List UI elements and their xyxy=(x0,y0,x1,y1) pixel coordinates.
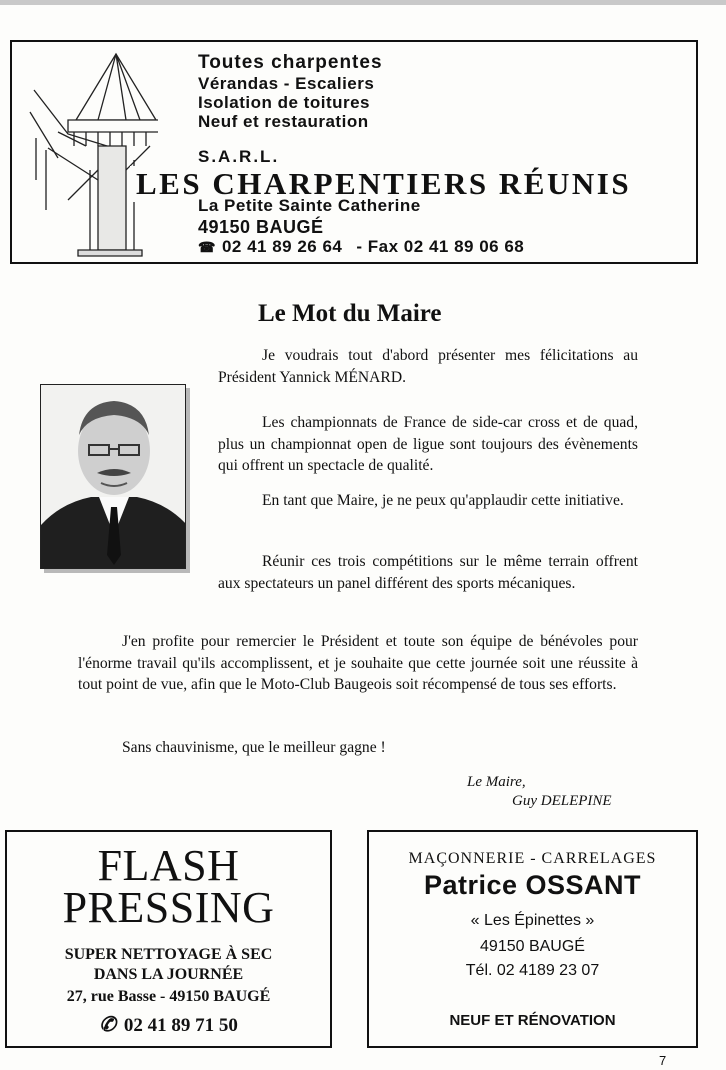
company-address: La Petite Sainte Catherine xyxy=(198,196,421,215)
ossant-tagline: NEUF ET RÉNOVATION xyxy=(449,1012,616,1029)
mayor-portrait xyxy=(40,384,186,569)
company-city: 49150 BAUGÉ xyxy=(198,217,324,237)
phone-handset-icon: ✆ xyxy=(99,1014,116,1036)
flash-pressing-contact xyxy=(7,1012,330,1037)
article-paragraph: Réunir ces trois compétitions sur le même terrain offrent aux spectateurs un panel différent des sports mécaniques. xyxy=(218,553,638,592)
ossant-place: « Les Épinettes » xyxy=(470,912,595,929)
ossant-advertisement xyxy=(367,830,698,1048)
flash-pressing-name: PRESSING xyxy=(62,883,275,932)
ossant-phone: Tél. 02 4189 23 07 xyxy=(465,962,600,979)
telephone-icon: ☎ xyxy=(198,239,216,255)
page-top-rule xyxy=(0,0,726,5)
article-paragraph: En tant que Maire, je ne peux qu'applaudir cette initiative. xyxy=(262,492,624,509)
timber-frame-illustration xyxy=(28,50,158,258)
company-contact xyxy=(198,237,524,257)
ad-service-line: Neuf et restauration xyxy=(198,112,369,131)
article-paragraph: Sans chauvinisme, que le meilleur gagne ! xyxy=(122,739,386,756)
ad-service-line: Toutes charpentes xyxy=(198,52,383,73)
company-fax: - Fax 02 41 89 06 68 xyxy=(356,237,525,256)
company-phone: 02 41 89 26 64 xyxy=(221,237,343,256)
flash-pressing-service: DANS LA JOURNÉE xyxy=(93,966,244,983)
page-number: 7 xyxy=(659,1053,667,1068)
mayor-portrait-drawing xyxy=(41,385,186,569)
flash-pressing-name: FLASH xyxy=(97,841,240,890)
charpentiers-advertisement xyxy=(10,40,698,264)
ossant-name: Patrice OSSANT xyxy=(423,870,642,900)
flash-pressing-address: 27, rue Basse - 49150 BAUGÉ xyxy=(66,988,271,1005)
ossant-trade: MAÇONNERIE - CARRELAGES xyxy=(408,850,657,867)
company-name: LES CHARPENTIERS RÉUNIS xyxy=(130,166,696,202)
flash-pressing-phone: 02 41 89 71 50 xyxy=(123,1015,238,1036)
ad-service-line: Isolation de toitures xyxy=(198,93,371,112)
signature-name: Guy DELEPINE xyxy=(512,793,612,809)
ossant-city: 49150 BAUGÉ xyxy=(480,938,585,955)
article-title: Le Mot du Maire xyxy=(258,300,442,327)
flash-pressing-advertisement xyxy=(5,830,332,1048)
ad-service-line: Vérandas - Escaliers xyxy=(198,74,375,93)
article-paragraph: J'en profite pour remercier le Président et toute son équipe de bénévoles pour l'énorme travail qu'ils accomplissent, et je souhaite que cette journée soit une réussite à tout point de vue, afin que le Moto-Club Baugeois soit récompensé de tous ses efforts. xyxy=(78,633,638,694)
legal-form: S.A.R.L. xyxy=(198,147,280,166)
flash-pressing-service: SUPER NETTOYAGE À SEC xyxy=(64,946,273,963)
signature-role: Le Maire, xyxy=(467,774,526,790)
article-paragraph: Je voudrais tout d'abord présenter mes félicitations au Président Yannick MÉNARD. xyxy=(218,347,638,386)
article-paragraph: Les championnats de France de side-car cross et de quad, plus un championnat open de ligue sont toujours des évènements qui offrent un spectacle de qualité. xyxy=(218,414,638,475)
